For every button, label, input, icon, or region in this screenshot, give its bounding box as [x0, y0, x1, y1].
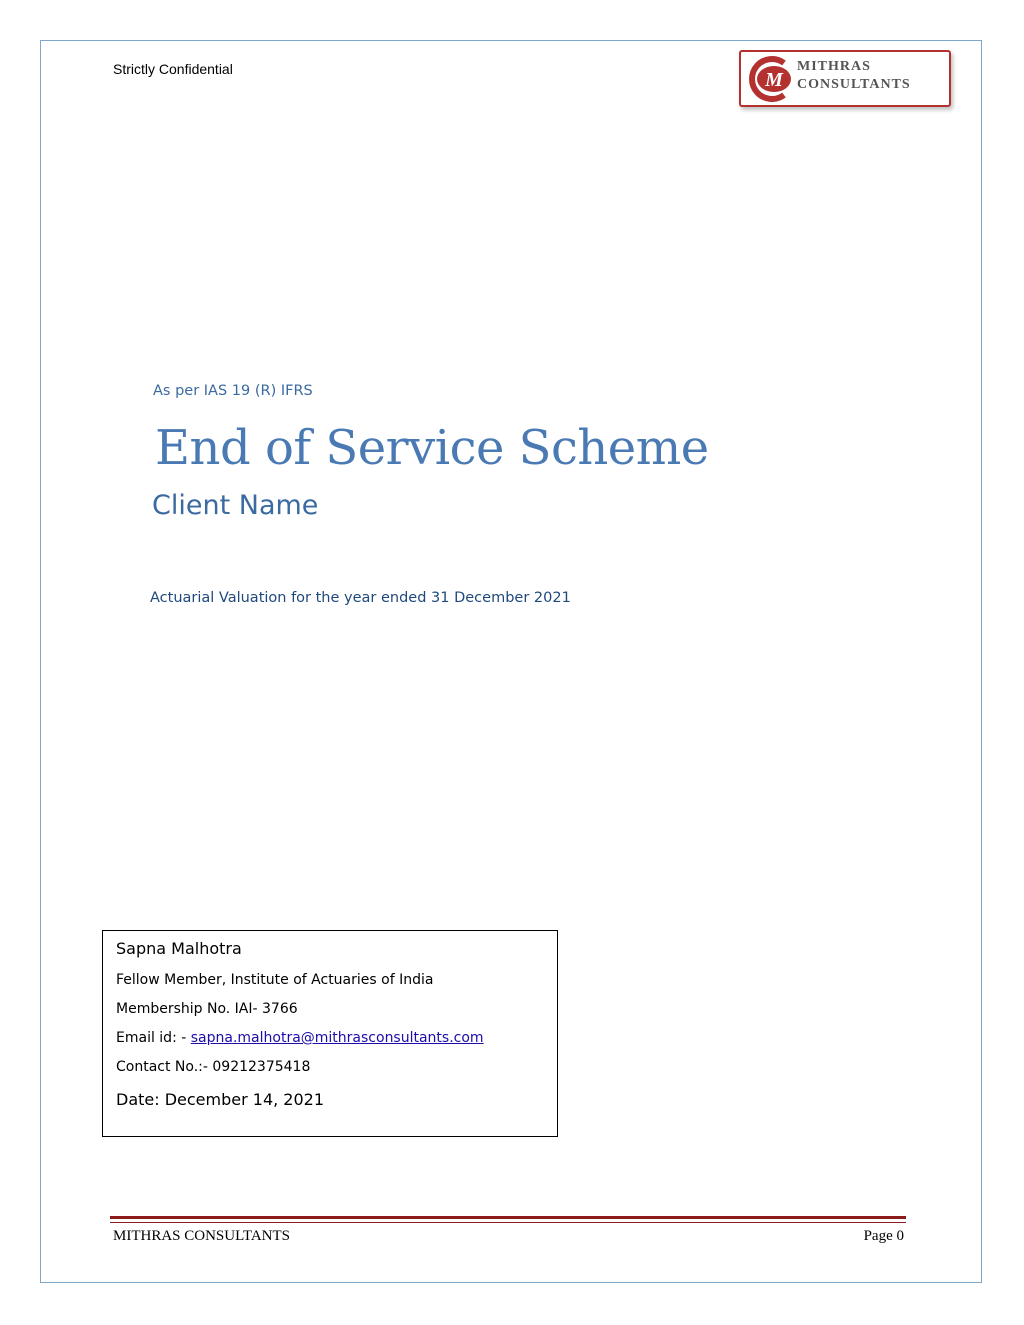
signatory-box	[102, 930, 558, 1137]
footer-company: MITHRAS CONSULTANTS	[113, 1228, 291, 1244]
confidentiality-label: Strictly Confidential	[113, 61, 233, 77]
footer-rule-thin	[110, 1222, 906, 1223]
report-title: End of Service Scheme	[155, 420, 709, 476]
footer-rule-thick	[110, 1216, 906, 1219]
email-link[interactable]: sapna.malhotra@mithrasconsultants.com	[190, 1030, 484, 1046]
client-name: Client Name	[152, 490, 319, 521]
logo-text-line2: CONSULTANTS	[797, 77, 911, 92]
standard-reference: As per IAS 19 (R) IFRS	[153, 383, 313, 399]
signatory-fellowship: Fellow Member, Institute of Actuaries of India	[116, 972, 434, 988]
signatory-contact: Contact No.:- 09212375418	[116, 1059, 311, 1075]
report-date: Date: December 14, 2021	[116, 1090, 325, 1109]
svg-text:M: M	[765, 69, 783, 91]
mithras-logo-mark-icon	[744, 55, 794, 102]
signatory-membership: Membership No. IAI- 3766	[116, 1001, 298, 1017]
page-number: Page 0	[863, 1228, 904, 1244]
logo-text-line1: MITHRAS	[797, 59, 871, 74]
company-logo	[739, 50, 951, 107]
signatory-name: Sapna Malhotra	[116, 939, 242, 958]
signatory-email-line	[116, 1030, 484, 1046]
email-label: Email id: -	[116, 1030, 191, 1046]
valuation-description: Actuarial Valuation for the year ended 31 December 2021	[150, 590, 571, 606]
